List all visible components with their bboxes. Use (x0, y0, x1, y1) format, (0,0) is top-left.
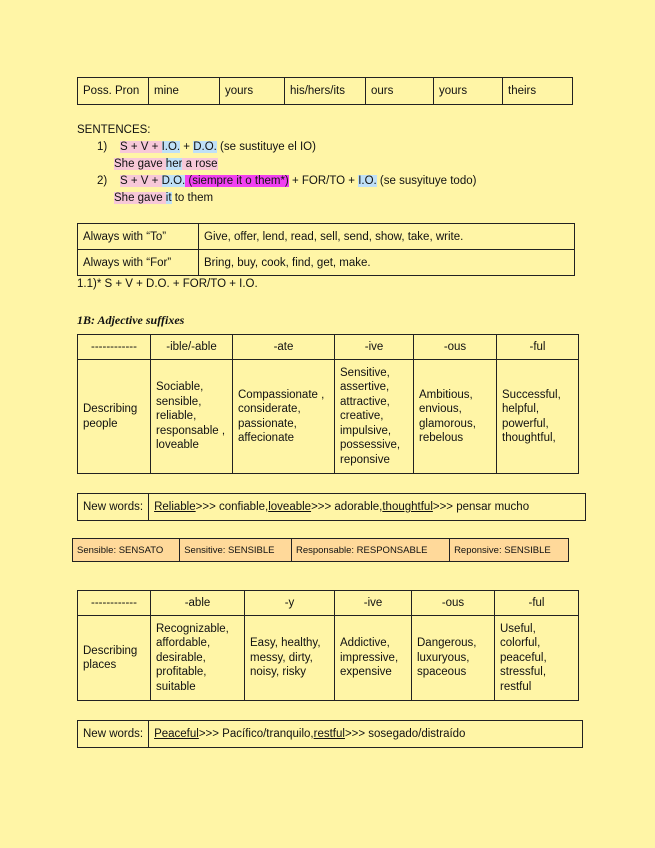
table-cell: Ambitious, envious, glamorous, rebelous (414, 360, 497, 474)
places-suffix-table (77, 590, 579, 701)
table-cell: Always with “For” (78, 250, 199, 276)
new-words-text (149, 721, 470, 747)
table-cell: Easy, healthy, messy, dirty, noisy, risky (245, 616, 335, 701)
row-label: Describing places (78, 616, 151, 701)
table-cell: Give, offer, lend, read, sell, send, show, take, write. (199, 224, 575, 250)
new-words-box-1 (77, 493, 586, 521)
table-header: -ible/-able (151, 335, 233, 360)
sentence-example-1 (77, 156, 637, 173)
vocab-meaning: >>> adorable, (311, 501, 383, 513)
table-cell: Sensible: SENSATO (73, 539, 180, 562)
vocab-word: Peaceful (154, 728, 199, 740)
vocab-word: restful (313, 728, 345, 740)
table-header: -ive (335, 591, 412, 616)
table-cell: Addictive, impressive, expensive (335, 616, 412, 701)
table-row (78, 78, 573, 105)
table-cell: Reponsive: SENSIBLE (450, 539, 569, 562)
table-header-row (78, 591, 579, 616)
vocab-meaning: >>> confiable, (195, 501, 269, 513)
table-cell: Responsable: RESPONSABLE (291, 539, 449, 562)
false-friends-strip (72, 538, 569, 562)
pattern-text: S + V + (120, 175, 162, 187)
pattern-text: + (180, 141, 194, 153)
direct-object: D.O. (161, 175, 186, 187)
table-cell: Recognizable, affordable, desirable, profitable, suitable (151, 616, 245, 701)
list-number: 2) (97, 175, 108, 187)
new-words-text (149, 494, 534, 520)
table-header: -ous (414, 335, 497, 360)
sentence-pattern-2 (77, 173, 637, 190)
table-row (73, 539, 569, 562)
indirect-object: I.O. (161, 141, 181, 153)
pattern-note: (se sustituye el IO) (216, 141, 316, 153)
row-label: Describing people (78, 360, 151, 474)
table-header: -ate (233, 335, 335, 360)
table-header: -ive (335, 335, 414, 360)
table-cell: Always with “To” (78, 224, 199, 250)
sentence-pattern-1 (77, 139, 637, 156)
table-row (78, 360, 579, 474)
sentence-example-2 (77, 190, 637, 207)
vocab-meaning: >>> Pacífico/tranquilo, (198, 728, 314, 740)
new-words-label: New words: (78, 721, 149, 747)
table-header: -ful (495, 591, 579, 616)
indirect-object: I.O. (358, 175, 377, 187)
table-cell: Sensitive: SENSIBLE (180, 539, 292, 562)
table-header-row (78, 335, 579, 360)
always-with-table (77, 223, 575, 276)
table-cell: Bring, buy, cook, find, get, make. (199, 250, 575, 276)
vocab-word: loveable (268, 501, 312, 513)
table-header: -ful (497, 335, 579, 360)
example-text: She gave (114, 192, 166, 204)
direct-object: D.O. (193, 141, 217, 153)
vocab-word: thoughtful (382, 501, 433, 513)
table-cell: Poss. Pron (78, 78, 149, 105)
sentences-block (77, 122, 637, 207)
table-header: -ous (412, 591, 495, 616)
list-number: 1) (97, 141, 108, 153)
vocab-meaning: >>> pensar mucho (432, 501, 530, 513)
table-cell: yours (220, 78, 285, 105)
table-cell: Dangerous, luxuryous, spaceous (412, 616, 495, 701)
table-cell: Successful, helpful, powerful, thoughtful, (497, 360, 579, 474)
table-header: -able (151, 591, 245, 616)
pattern-text: + FOR/TO + (288, 175, 359, 187)
example-object: it (165, 192, 172, 204)
table-cell: ours (366, 78, 434, 105)
new-words-box-2 (77, 720, 583, 748)
vocab-word: Reliable (154, 501, 196, 513)
table-header: ------------ (78, 335, 151, 360)
table-cell: yours (434, 78, 503, 105)
example-text: a rose (182, 158, 218, 170)
pattern-note-highlight: (siempre it o them*) (185, 175, 289, 187)
table-cell: Useful, colorful, peaceful, stressful, restful (495, 616, 579, 701)
new-words-label: New words: (78, 494, 149, 520)
sentences-title: SENTENCES: (77, 124, 151, 136)
people-suffix-table (77, 334, 579, 474)
table-cell: his/hers/its (285, 78, 366, 105)
table-row (78, 250, 575, 276)
table-row (78, 616, 579, 701)
table-header: -y (245, 591, 335, 616)
possessive-pronouns-table (77, 77, 573, 105)
vocab-meaning: >>> sosegado/distraído (344, 728, 466, 740)
table-cell: mine (149, 78, 220, 105)
example-text: to them (171, 192, 214, 204)
formula-note: 1.1)* S + V + D.O. + FOR/TO + I.O. (77, 278, 258, 290)
table-cell: theirs (503, 78, 573, 105)
table-cell: Sociable, sensible, reliable, responsable , loveable (151, 360, 233, 474)
table-cell: Compassionate , considerate, passionate, affecionate (233, 360, 335, 474)
table-row (78, 224, 575, 250)
table-cell: Sensitive, assertive, attractive, creative, impulsive, possessive, reponsive (335, 360, 414, 474)
pattern-note: (se susyituye todo) (376, 175, 477, 187)
example-object: her (165, 158, 183, 170)
section-heading: 1B: Adjective suffixes (77, 313, 185, 327)
table-header: ------------ (78, 591, 151, 616)
example-text: She gave (114, 158, 166, 170)
pattern-text: S + V + (120, 141, 162, 153)
